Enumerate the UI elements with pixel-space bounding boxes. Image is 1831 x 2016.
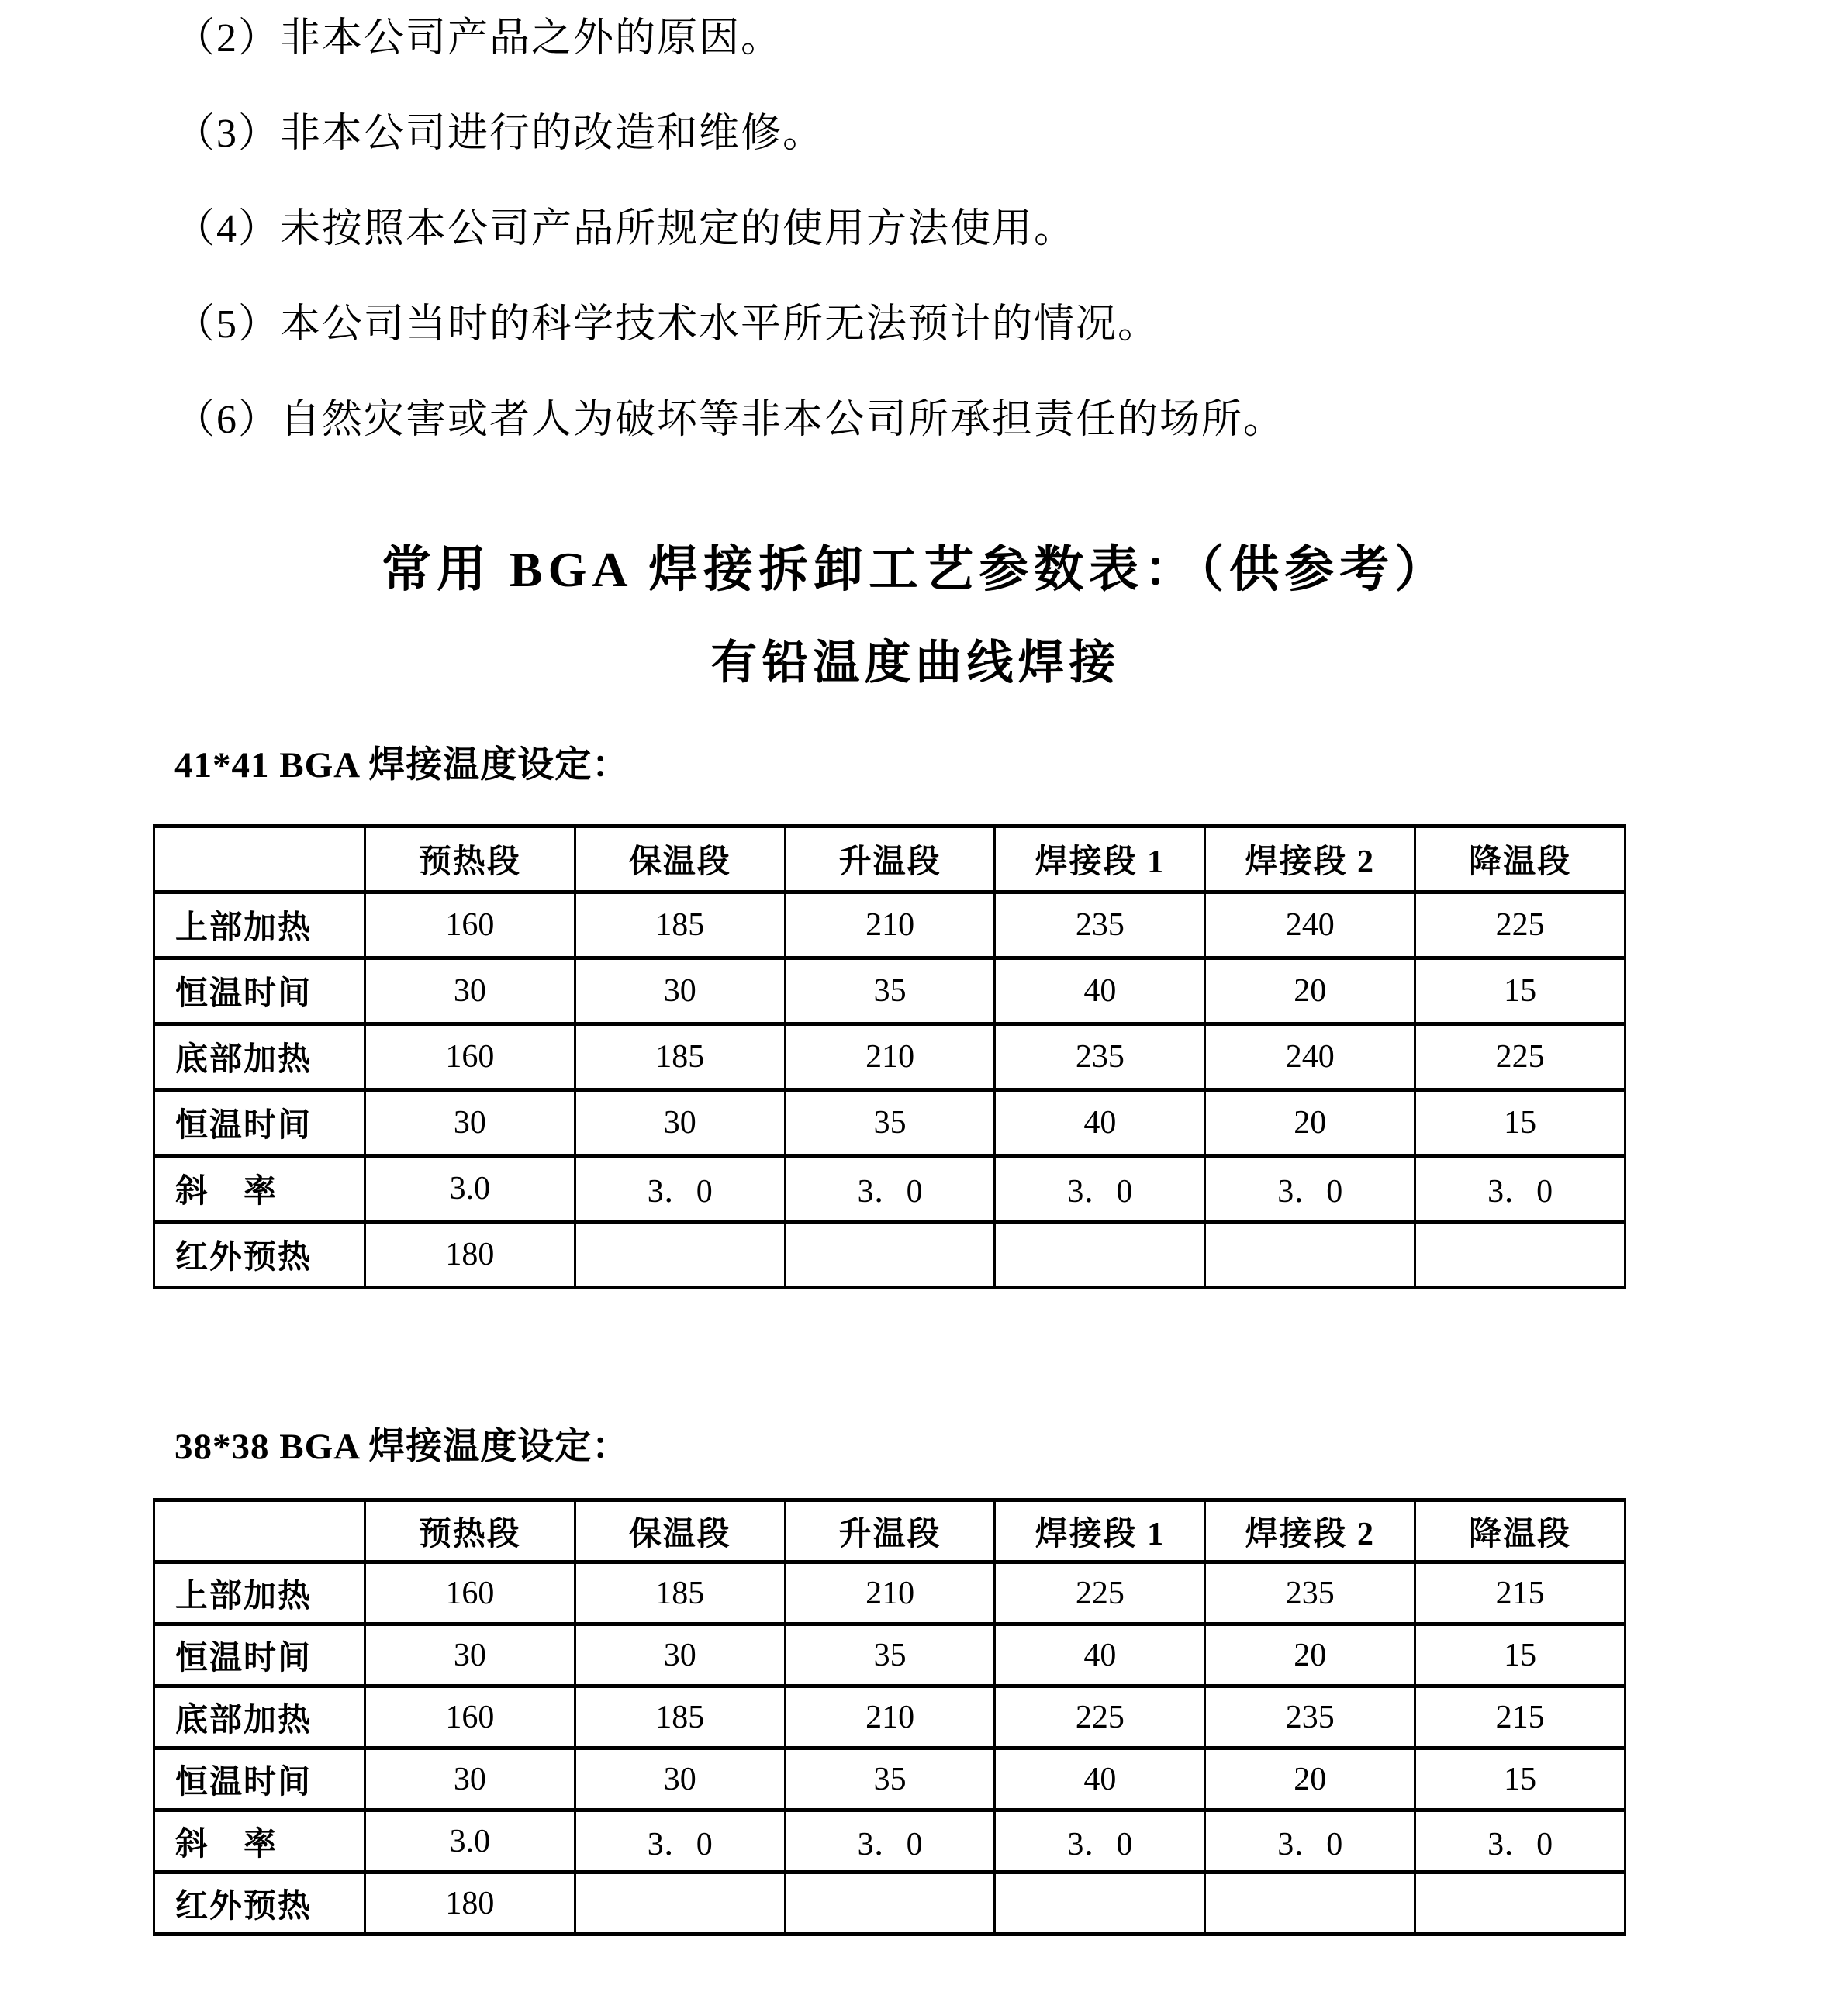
column-header: 升温段 [785, 1500, 995, 1562]
table-cell: 210 [785, 1686, 995, 1748]
table-cell: 3．0 [1205, 1156, 1415, 1222]
table-cell: 30 [575, 1624, 785, 1686]
table-cell [1205, 1873, 1415, 1935]
list-item: （6）自然灾害或者人为破坏等非本公司所承担责任的场所。 [174, 398, 1286, 442]
table-cell: 3．0 [1205, 1811, 1415, 1873]
table-row [154, 1024, 1625, 1090]
list-item: （5）本公司当时的科学技术水平所无法预计的情况。 [174, 302, 1160, 347]
table-cell: 15 [1415, 1624, 1625, 1686]
page-title: 常用 BGA 焊接拆卸工艺参数表：（供参考） [381, 542, 1450, 597]
table-cell: 30 [365, 1090, 575, 1156]
table-cell: 15 [1415, 958, 1625, 1024]
table-cell: 235 [995, 1024, 1205, 1090]
column-header: 降温段 [1415, 1500, 1625, 1562]
table-cell: 3．0 [1415, 1156, 1625, 1222]
column-header: 焊接段 1 [995, 1500, 1205, 1562]
table-row [154, 958, 1625, 1024]
row-label: 恒温时间 [154, 1748, 365, 1811]
table-cell: 210 [785, 892, 995, 958]
table-cell: 160 [365, 1024, 575, 1090]
table-row [154, 1686, 1625, 1748]
table-cell: 210 [785, 1024, 995, 1090]
column-header: 焊接段 2 [1205, 1500, 1415, 1562]
table-cell [1415, 1222, 1625, 1288]
table-cell: 35 [785, 1748, 995, 1811]
table-cell: 30 [365, 1748, 575, 1811]
table-header-row [154, 1500, 1625, 1562]
table-cell [995, 1873, 1205, 1935]
table-cell: 3．0 [785, 1811, 995, 1873]
table-cell: 210 [785, 1562, 995, 1624]
list-item: （4）未按照本公司产品所规定的使用方法使用。 [174, 207, 1076, 251]
table-cell: 40 [995, 1748, 1205, 1811]
table-cell: 185 [575, 1024, 785, 1090]
table-row [154, 1222, 1625, 1288]
column-header: 预热段 [365, 1500, 575, 1562]
table-cell: 3．0 [995, 1811, 1205, 1873]
table-cell [575, 1222, 785, 1288]
table-header-row [154, 827, 1625, 892]
table-cell: 225 [1415, 892, 1625, 958]
table-cell: 35 [785, 1090, 995, 1156]
page-subtitle: 有铅温度曲线焊接 [710, 637, 1121, 689]
section-heading-41x41: 41*41 BGA 焊接温度设定： [174, 745, 630, 785]
section-heading-38x38: 38*38 BGA 焊接温度设定： [174, 1427, 630, 1467]
table-cell [1415, 1873, 1625, 1935]
row-label: 恒温时间 [154, 958, 365, 1024]
table-cell: 235 [995, 892, 1205, 958]
table-row [154, 1156, 1625, 1222]
table-cell: 225 [1415, 1024, 1625, 1090]
table-cell: 185 [575, 1562, 785, 1624]
column-header: 降温段 [1415, 827, 1625, 892]
column-header: 保温段 [575, 1500, 785, 1562]
table-cell: 185 [575, 892, 785, 958]
column-header [154, 1500, 365, 1562]
params-table-41x41 [153, 824, 1626, 1289]
table-cell: 225 [995, 1562, 1205, 1624]
table-cell: 40 [995, 1624, 1205, 1686]
table-cell: 160 [365, 1562, 575, 1624]
table-cell [575, 1873, 785, 1935]
table-row [154, 1748, 1625, 1811]
row-label: 恒温时间 [154, 1090, 365, 1156]
params-table-38x38 [153, 1498, 1626, 1936]
table-row [154, 1090, 1625, 1156]
table-cell: 30 [575, 1748, 785, 1811]
table-cell: 160 [365, 1686, 575, 1748]
table-cell: 35 [785, 1624, 995, 1686]
column-header: 预热段 [365, 827, 575, 892]
table-cell: 185 [575, 1686, 785, 1748]
table-cell: 35 [785, 958, 995, 1024]
exclusion-list [0, 0, 1831, 442]
table-cell: 15 [1415, 1090, 1625, 1156]
table-cell: 20 [1205, 958, 1415, 1024]
column-header [154, 827, 365, 892]
table-cell: 3．0 [1415, 1811, 1625, 1873]
list-item: （3）非本公司进行的改造和维修。 [174, 112, 825, 156]
column-header: 焊接段 2 [1205, 827, 1415, 892]
table-cell: 160 [365, 892, 575, 958]
row-label: 恒温时间 [154, 1624, 365, 1686]
table-cell: 3．0 [575, 1811, 785, 1873]
column-header: 焊接段 1 [995, 827, 1205, 892]
row-label: 底部加热 [154, 1024, 365, 1090]
table-cell: 20 [1205, 1090, 1415, 1156]
table-cell [995, 1222, 1205, 1288]
table-cell: 235 [1205, 1686, 1415, 1748]
table-cell [1205, 1222, 1415, 1288]
table-cell: 3．0 [575, 1156, 785, 1222]
table-cell: 30 [575, 1090, 785, 1156]
table-cell: 240 [1205, 1024, 1415, 1090]
row-label: 底部加热 [154, 1686, 365, 1748]
row-label: 斜 率 [154, 1156, 365, 1222]
table-cell: 240 [1205, 892, 1415, 958]
table-cell: 215 [1415, 1686, 1625, 1748]
table-cell: 3.0 [365, 1811, 575, 1873]
table-cell: 235 [1205, 1562, 1415, 1624]
column-header: 保温段 [575, 827, 785, 892]
table-cell [785, 1222, 995, 1288]
table-cell: 30 [365, 1624, 575, 1686]
table-cell: 3．0 [995, 1156, 1205, 1222]
table-cell: 3.0 [365, 1156, 575, 1222]
table-cell: 3．0 [785, 1156, 995, 1222]
column-header: 升温段 [785, 827, 995, 892]
table-row [154, 1811, 1625, 1873]
table-row [154, 1624, 1625, 1686]
table-cell: 180 [365, 1873, 575, 1935]
table-cell: 40 [995, 958, 1205, 1024]
row-label: 上部加热 [154, 892, 365, 958]
table-cell: 180 [365, 1222, 575, 1288]
table-cell: 20 [1205, 1748, 1415, 1811]
row-label: 斜 率 [154, 1811, 365, 1873]
table-cell [785, 1873, 995, 1935]
row-label: 红外预热 [154, 1873, 365, 1935]
table-row [154, 892, 1625, 958]
table-cell: 20 [1205, 1624, 1415, 1686]
table-cell: 215 [1415, 1562, 1625, 1624]
table-cell: 15 [1415, 1748, 1625, 1811]
table-cell: 30 [365, 958, 575, 1024]
table-cell: 225 [995, 1686, 1205, 1748]
table-row [154, 1562, 1625, 1624]
table-cell: 30 [575, 958, 785, 1024]
row-label: 上部加热 [154, 1562, 365, 1624]
list-item: （2）非本公司产品之外的原因。 [174, 16, 783, 60]
table-row [154, 1873, 1625, 1935]
row-label: 红外预热 [154, 1222, 365, 1288]
table-cell: 40 [995, 1090, 1205, 1156]
